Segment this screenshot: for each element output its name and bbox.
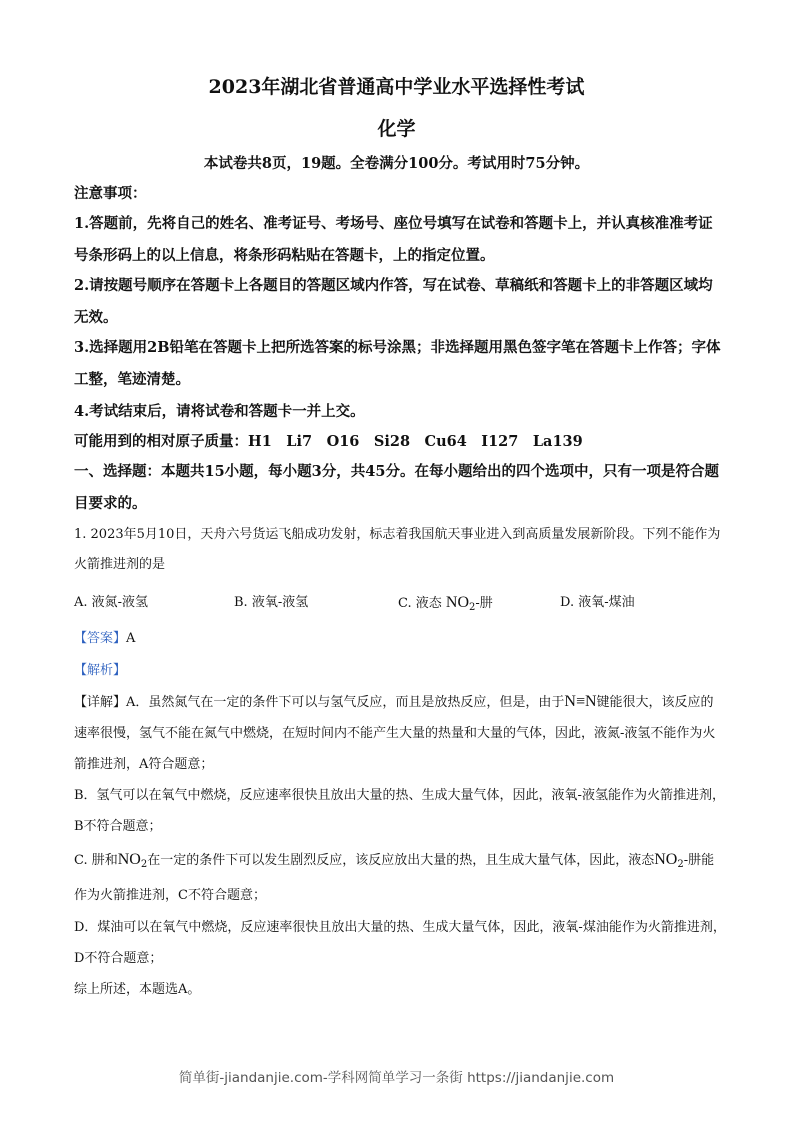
option-d: D. 液氧-煤油 bbox=[560, 595, 635, 610]
detail-c-mid: 在一定的条件下可以发生剧烈反应，该反应放出大量的热，且生成大量气体，因此，液态 bbox=[147, 853, 655, 868]
detail-paragraph-c bbox=[74, 844, 726, 911]
notice-item-3: 3.选择题用2B铅笔在答题卡上把所选答案的标号涂黑；非选择题用黑色签字笔在答题卡上作答；字体工整，笔迹清楚。 bbox=[74, 339, 721, 388]
detail-c-subscript-2: 2 bbox=[677, 859, 684, 870]
analysis-label: 【解析】 bbox=[74, 663, 127, 678]
detail-conclusion: 综上所述，本题选A。 bbox=[74, 982, 201, 997]
option-c-subscript: 2 bbox=[469, 602, 476, 613]
detail-paragraph-d: D．煤油可以在氧气中燃烧，反应速率很快且放出大量的热、生成大量气体，因此，液氧-煤油能作为火箭推进剂，D不符合题意； bbox=[74, 920, 726, 966]
footer-watermark: 简单街-jiandanjie.com-学科网简单学习一条街 https://jiandanjie.com bbox=[178, 1070, 615, 1086]
detail-paragraph-a bbox=[74, 686, 726, 780]
option-c-suffix: -肼 bbox=[475, 596, 493, 611]
atomic-masses: 可能用到的相对原子质量：H1 Li7 O16 Si28 Cu64 I127 La139 bbox=[74, 433, 583, 450]
question-1-stem: 1. 2023年5月10日，天舟六号货运飞船成功发射，标志着我国航天事业进入到高质量发展新阶段。下列不能作为火箭推进剂的是 bbox=[74, 527, 721, 572]
answer-label: 【答案】 bbox=[74, 631, 127, 646]
detail-c-post: -肼能作为火箭推进剂，C不符合题意； bbox=[74, 853, 715, 903]
notice-title: 注意事项： bbox=[74, 185, 147, 202]
nitrogen-triple-bond: N≡N bbox=[564, 693, 597, 710]
notice-item-2: 2.请按题号顺序在答题卡上各题目的答题区域内作答，写在试卷、草稿纸和答题卡上的非答题区域均无效。 bbox=[74, 277, 713, 326]
option-a: A. 液氮-液氢 bbox=[74, 595, 149, 610]
subject-title: 化学 bbox=[377, 118, 416, 140]
option-c-formula: NO bbox=[445, 594, 469, 611]
detail-c-subscript-1: 2 bbox=[140, 859, 148, 870]
exam-summary: 本试卷共8页，19题。全卷满分100分。考试用时75分钟。 bbox=[203, 155, 590, 172]
detail-c-formula-1: NO bbox=[117, 851, 141, 868]
answer-value: A bbox=[126, 631, 136, 646]
detail-c-pre: C. 肼和 bbox=[74, 853, 118, 868]
notice-item-4: 4.考试结束后，请将试卷和答题卡一并上交。 bbox=[74, 403, 365, 420]
question-1-options bbox=[74, 588, 726, 618]
section-heading: 一、选择题：本题共15小题，每小题3分，共45分。在每小题给出的四个选项中，只有一项是符合题目要求的。 bbox=[74, 463, 719, 512]
exam-title: 2023年湖北省普通高中学业水平选择性考试 bbox=[208, 76, 585, 98]
notice-item-1: 1.答题前，先将自己的姓名、准考证号、考场号、座位号填写在试卷和答题卡上，并认真核准准考证号条形码上的以上信息，将条形码粘贴在答题卡，上的指定位置。 bbox=[74, 215, 713, 264]
option-b: B. 液氧-液氢 bbox=[234, 595, 309, 610]
detail-a-pre: 【详解】A．虽然氮气在一定的条件下可以与氢气反应，而且是放热反应，但是，由于 bbox=[74, 695, 565, 710]
answer-line bbox=[74, 624, 135, 654]
detail-paragraph-b: B．氢气可以在氧气中燃烧，反应速率很快且放出大量的热、生成大量气体，因此，液氧-液氢能作为火箭推进剂，B不符合题意； bbox=[74, 788, 725, 834]
detail-c-formula-2: NO bbox=[654, 851, 678, 868]
detail-a-post: 键能很大，该反应的速率很慢，氢气不能在氮气中燃烧，在短时间内不能产生大量的热量和大量的气体，因此，液氮-液氢不能作为火箭推进剂，A符合题意； bbox=[74, 695, 716, 772]
option-c-prefix: C. 液态 bbox=[398, 596, 442, 611]
option-c bbox=[398, 588, 493, 623]
